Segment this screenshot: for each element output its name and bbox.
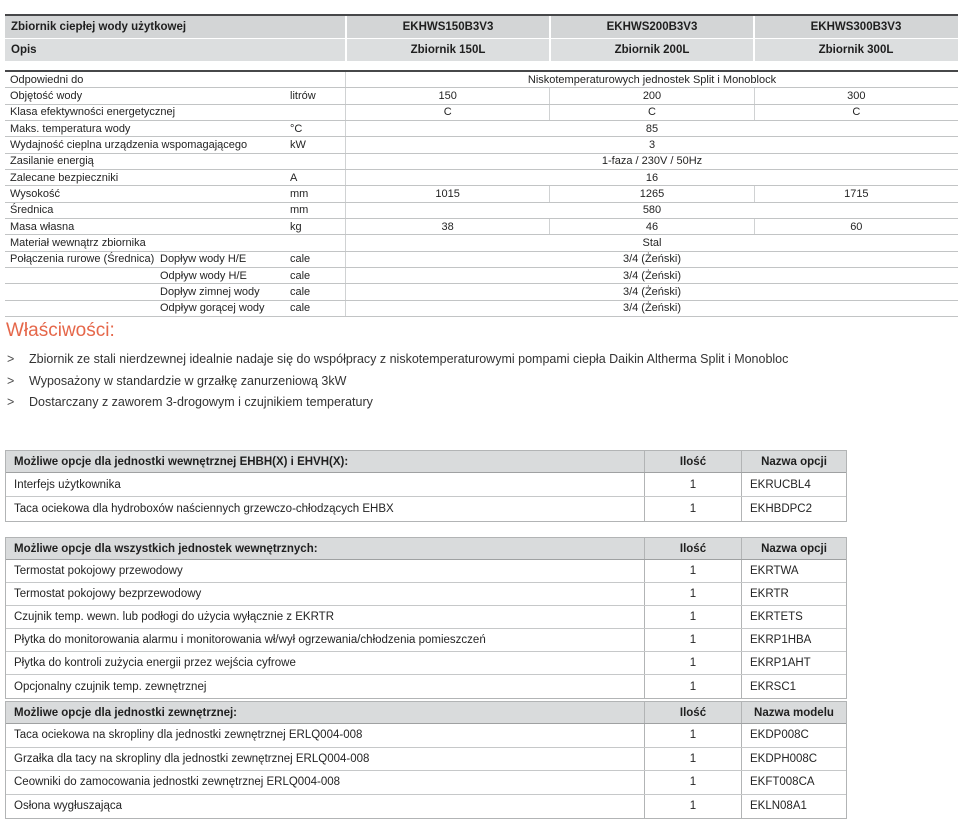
option-code: EKRP1HBA xyxy=(741,629,846,651)
feature-bullet-marker: > xyxy=(7,395,15,409)
spec-unit: litrów xyxy=(290,89,316,102)
option-row xyxy=(6,629,846,652)
option-qty: 1 xyxy=(644,795,741,819)
spec-sublabel: Dopływ wody H/E xyxy=(160,253,247,266)
feature-bullet-marker: > xyxy=(7,373,15,388)
option-qty: 1 xyxy=(644,771,741,794)
spec-unit: cale xyxy=(290,302,311,315)
option-name-header: Nazwa opcji xyxy=(741,451,846,472)
option-table-header xyxy=(6,702,846,724)
option-qty: 1 xyxy=(644,675,741,698)
spec-value: 1015 xyxy=(345,186,549,201)
spec-unit: mm xyxy=(290,204,309,217)
spec-value: 300 xyxy=(754,88,958,103)
option-label: Taca ociekowa dla hydroboxów naściennych grzewczo-chłodzących EHBX xyxy=(14,503,394,515)
spec-value: C xyxy=(549,105,753,120)
option-row xyxy=(6,560,846,583)
spec-value-span: 3/4 (Żeński) xyxy=(345,301,958,316)
spec-row xyxy=(5,219,958,235)
option-qty-header: Ilość xyxy=(644,702,741,723)
spec-row xyxy=(5,121,958,137)
spec-label: Wydajność cieplna urządzenia wspomagającego xyxy=(10,138,248,151)
spec-value: 1715 xyxy=(754,186,958,201)
spec-row xyxy=(5,105,958,121)
spec-value: C xyxy=(345,105,549,120)
spec-value: C xyxy=(754,105,958,120)
option-qty: 1 xyxy=(644,629,741,651)
model-header-table xyxy=(5,14,958,61)
option-label: Czujnik temp. wewn. lub podłogi do użycia wyłącznie z EKRTR xyxy=(14,611,335,623)
option-code: EKHBDPC2 xyxy=(741,497,846,521)
option-code: EKRUCBL4 xyxy=(741,473,846,496)
spec-label: Objętość wody xyxy=(10,89,83,102)
spec-value-span: 580 xyxy=(345,203,958,218)
option-table-title: Możliwe opcje dla jednostki zewnętrznej: xyxy=(14,706,238,719)
option-row xyxy=(6,771,846,795)
model-name-row xyxy=(5,16,958,39)
spec-unit: cale xyxy=(290,253,311,266)
option-code: EKDPH008C xyxy=(741,748,846,771)
option-qty-header: Ilość xyxy=(644,451,741,472)
spec-unit: cale xyxy=(290,285,311,298)
option-code: EKFT008CA xyxy=(741,771,846,794)
option-qty: 1 xyxy=(644,724,741,747)
spec-label: Klasa efektywności energetycznej xyxy=(10,106,176,119)
spec-value: 200 xyxy=(549,88,753,103)
spec-unit: cale xyxy=(290,269,311,282)
spec-label xyxy=(5,301,160,316)
spec-value-span: 3/4 (Żeński) xyxy=(345,284,958,299)
spec-value: 60 xyxy=(754,219,958,234)
spec-value: 150 xyxy=(345,88,549,103)
spec-row xyxy=(5,268,958,284)
option-name-header: Nazwa modelu xyxy=(741,702,846,723)
feature-item xyxy=(7,371,802,393)
spec-unit: kW xyxy=(290,138,306,151)
spec-table xyxy=(5,70,958,317)
option-qty: 1 xyxy=(644,748,741,771)
spec-unit xyxy=(290,72,345,87)
option-row xyxy=(6,748,846,772)
spec-value-span: 16 xyxy=(345,170,958,185)
option-qty: 1 xyxy=(644,652,741,674)
spec-row xyxy=(5,170,958,186)
spec-label: Zalecane bezpieczniki xyxy=(10,171,119,184)
model-description: Zbiornik 200L xyxy=(549,39,753,61)
option-code: EKRTWA xyxy=(741,560,846,582)
option-label: Taca ociekowa na skropliny dla jednostki zewnętrznej ERLQ004-008 xyxy=(14,729,363,742)
spec-sublabel: Odpływ wody H/E xyxy=(160,269,247,282)
option-label: Termostat pokojowy przewodowy xyxy=(14,565,183,577)
spec-value-span: 1-faza / 230V / 50Hz xyxy=(345,154,958,169)
spec-row xyxy=(5,252,958,268)
spec-label: Wysokość xyxy=(10,187,61,200)
feature-item xyxy=(7,349,802,371)
spec-row xyxy=(5,186,958,202)
option-label: Płytka do monitorowania alarmu i monitorowania wł/wył ogrzewania/chłodzenia pomieszczeń xyxy=(14,634,486,646)
spec-value-span: 3/4 (Żeński) xyxy=(345,252,958,267)
spec-row xyxy=(5,137,958,153)
spec-sublabel: Dopływ zimnej wody xyxy=(160,285,260,298)
option-code: EKRSC1 xyxy=(741,675,846,698)
option-row xyxy=(6,724,846,748)
spec-unit: A xyxy=(290,171,298,184)
spec-label: Średnica xyxy=(10,204,54,217)
option-label: Płytka do kontroli zużycia energii przez wejścia cyfrowe xyxy=(14,657,296,669)
option-code: EKRTR xyxy=(741,583,846,605)
option-qty: 1 xyxy=(644,606,741,628)
spec-label: Odpowiedni do xyxy=(10,73,84,86)
spec-row xyxy=(5,88,958,104)
spec-label: Połączenia rurowe (Średnica) xyxy=(10,253,155,266)
spec-value-span: Stal xyxy=(345,235,958,250)
option-qty: 1 xyxy=(644,560,741,582)
option-table-outdoor xyxy=(5,701,847,819)
option-label: Grzałka dla tacy na skropliny dla jednostki zewnętrznej ERLQ004-008 xyxy=(14,752,370,765)
option-table-all-indoor xyxy=(5,537,847,699)
spec-label xyxy=(5,268,160,283)
spec-value: 38 xyxy=(345,219,549,234)
spec-unit xyxy=(290,105,345,120)
spec-unit: kg xyxy=(290,220,302,233)
spec-unit xyxy=(290,235,345,250)
spec-value: 46 xyxy=(549,219,753,234)
feature-bullet-marker: > xyxy=(7,352,15,366)
spec-row xyxy=(5,235,958,251)
features-title: Właściwości: xyxy=(6,320,115,341)
spec-value: 1265 xyxy=(549,186,753,201)
option-table-title: Możliwe opcje dla jednostki wewnętrznej EHBH(X) i EHVH(X): xyxy=(14,455,349,468)
option-label: Interfejs użytkownika xyxy=(14,478,121,491)
option-row xyxy=(6,606,846,629)
spec-unit: mm xyxy=(290,187,309,200)
spec-value-span: 85 xyxy=(345,121,958,136)
spec-label: Zasilanie energią xyxy=(10,155,94,168)
model-description-row xyxy=(5,39,958,61)
option-name-header: Nazwa opcji xyxy=(741,538,846,559)
spec-value-span: 3 xyxy=(345,137,958,152)
option-qty: 1 xyxy=(644,473,741,496)
option-row xyxy=(6,497,846,521)
option-code: EKLN08A1 xyxy=(741,795,846,819)
option-row xyxy=(6,675,846,698)
features-list xyxy=(7,349,802,414)
spec-row xyxy=(5,301,958,317)
feature-text: Wyposażony w standardzie w grzałkę zanurzeniową 3kW xyxy=(29,373,347,388)
model-name: EKHWS300B3V3 xyxy=(753,16,957,38)
model-name: EKHWS200B3V3 xyxy=(549,16,753,38)
spec-value-span: Niskotemperaturowych jednostek Split i Monoblock xyxy=(345,72,958,87)
spec-label xyxy=(5,284,160,299)
option-table-title: Możliwe opcje dla wszystkich jednostek wewnętrznych: xyxy=(14,542,318,555)
option-row xyxy=(6,473,846,497)
option-code: EKRTETS xyxy=(741,606,846,628)
model-table-title: Zbiornik ciepłej wody użytkowej xyxy=(11,21,187,33)
option-row xyxy=(6,795,846,819)
feature-text: Dostarczany z zaworem 3-drogowym i czujnikiem temperatury xyxy=(29,395,373,409)
opis-label: Opis xyxy=(11,44,37,56)
option-table-indoor-ehbh-ehvh xyxy=(5,450,847,522)
option-table-header xyxy=(6,538,846,560)
spec-label: Maks. temperatura wody xyxy=(10,122,131,135)
option-table-header xyxy=(6,451,846,473)
option-qty-header: Ilość xyxy=(644,538,741,559)
option-code: EKRP1AHT xyxy=(741,652,846,674)
option-label: Opcjonalny czujnik temp. zewnętrznej xyxy=(14,680,207,693)
spec-label: Materiał wewnątrz zbiornika xyxy=(10,236,146,249)
model-name: EKHWS150B3V3 xyxy=(345,16,549,38)
spec-label: Masa własna xyxy=(10,220,75,233)
spec-unit xyxy=(290,154,345,169)
spec-value-span: 3/4 (Żeński) xyxy=(345,268,958,283)
spec-row xyxy=(5,284,958,300)
model-description: Zbiornik 300L xyxy=(753,39,957,61)
option-row xyxy=(6,652,846,675)
spec-row xyxy=(5,203,958,219)
option-label: Termostat pokojowy bezprzewodowy xyxy=(14,588,202,600)
feature-text: Zbiornik ze stali nierdzewnej idealnie nadaje się do współpracy z niskotemperaturowymi pompami ciepła Daikin Altherma Split i Monobloc xyxy=(29,352,789,366)
option-row xyxy=(6,583,846,606)
option-label: Osłona wygłuszająca xyxy=(14,800,123,813)
option-code: EKDP008C xyxy=(741,724,846,747)
spec-row xyxy=(5,72,958,88)
feature-item xyxy=(7,392,802,414)
option-label: Ceowniki do zamocowania jednostki zewnętrznej ERLQ004-008 xyxy=(14,776,341,789)
option-qty: 1 xyxy=(644,497,741,521)
spec-unit: °C xyxy=(290,122,303,135)
spec-sublabel: Odpływ gorącej wody xyxy=(160,302,265,315)
model-description: Zbiornik 150L xyxy=(345,39,549,61)
spec-row xyxy=(5,154,958,170)
option-qty: 1 xyxy=(644,583,741,605)
